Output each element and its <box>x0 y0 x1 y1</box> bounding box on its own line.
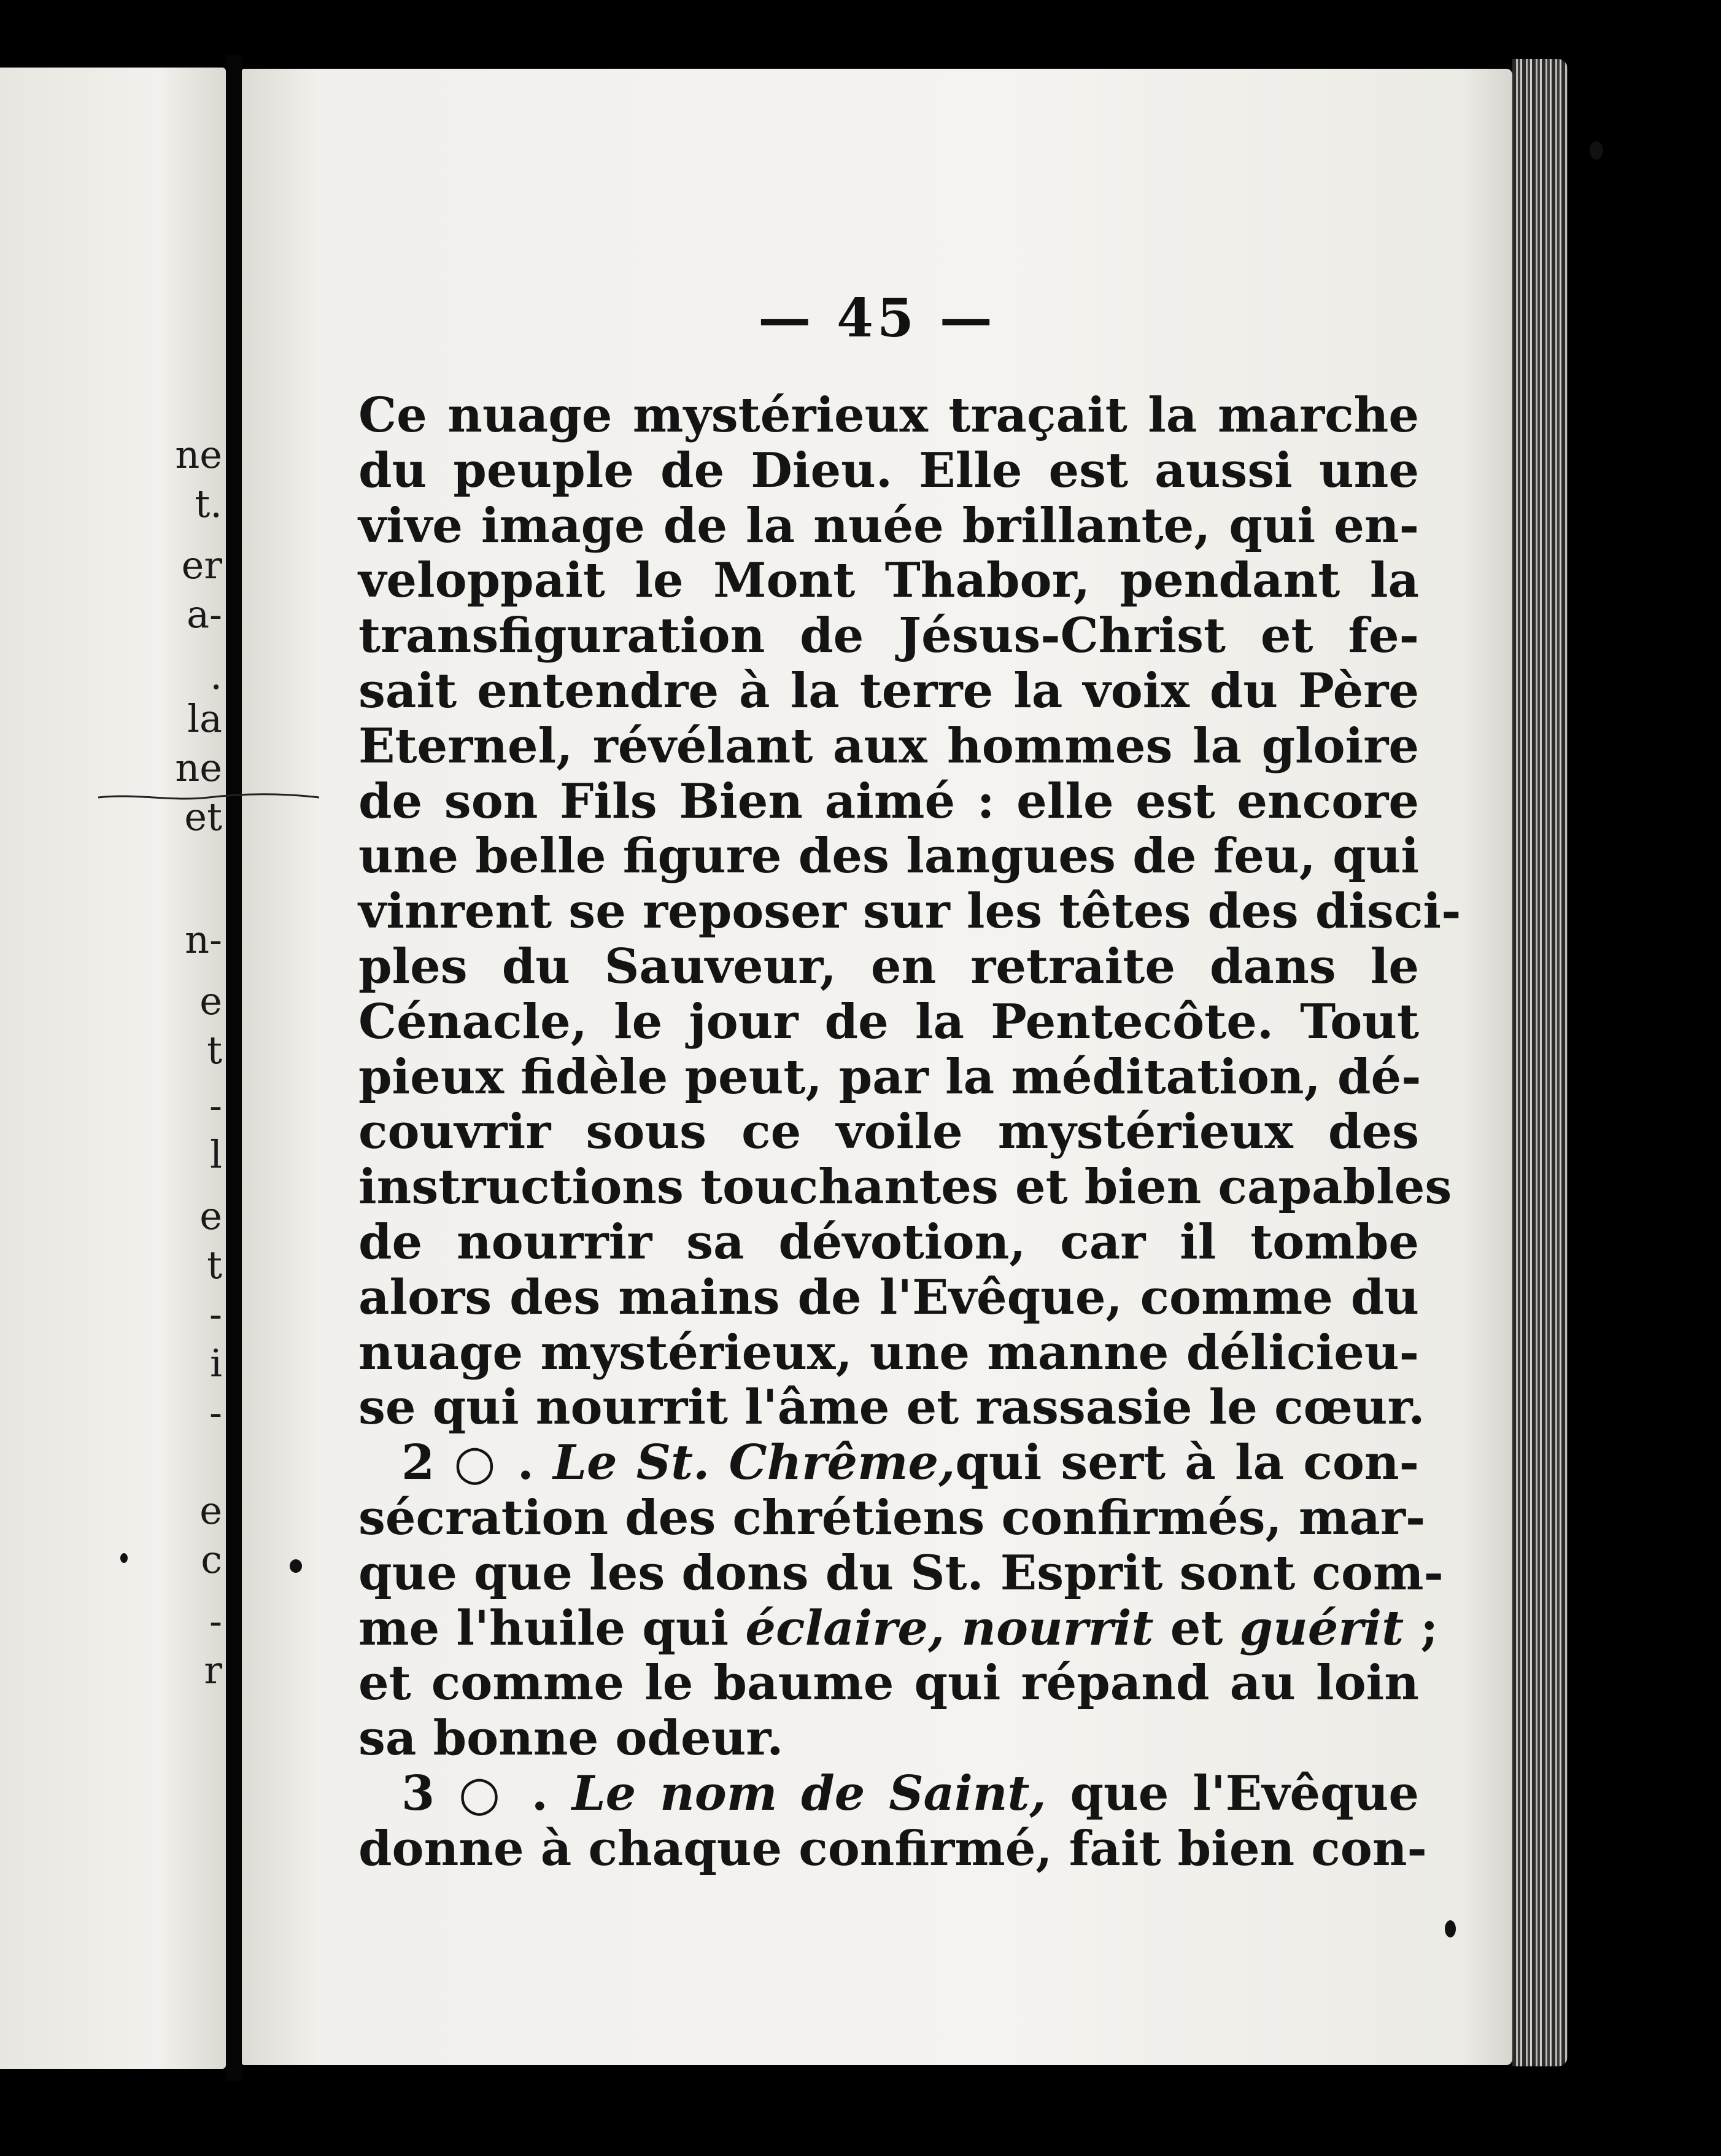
paragraph-1-line: Cénacle, le jour de la Pentecôte. Tout <box>358 993 1419 1050</box>
previous-page-fragment: ne <box>175 432 222 477</box>
paragraph-1-line: pieux fidèle peut, par la méditation, dé- <box>358 1049 1421 1105</box>
paragraph-2 <box>358 1435 1444 1767</box>
paragraph-1-line: vive image de la nuée brillante, qui en- <box>358 497 1419 554</box>
scan-speck <box>120 1553 128 1563</box>
italic-word: éclaire, <box>745 1600 945 1656</box>
previous-page-fragment: - <box>209 1292 222 1336</box>
previous-page-text-fragments <box>0 68 226 2069</box>
previous-page-fragment: t <box>207 1243 222 1287</box>
scan-speck <box>1590 141 1603 160</box>
paragraph-2-first-line <box>358 1435 1419 1491</box>
page-body-text <box>358 387 1461 1877</box>
previous-page <box>0 68 226 2069</box>
paragraph-1-line: Ce nuage mystérieux traçait la marche <box>358 387 1419 443</box>
previous-page-fragment: t <box>207 1028 222 1072</box>
paragraph-1-line: instructions touchantes et bien capables <box>358 1159 1452 1216</box>
previous-page-fragment: er <box>181 543 222 587</box>
previous-page-fragment: i <box>210 1341 222 1386</box>
paragraph-2-line: sécration des chrétiens confirmés, mar- <box>358 1489 1426 1546</box>
scan-speck <box>290 1559 302 1573</box>
paragraph-1-line: du peuple de Dieu. Elle est aussi une <box>358 442 1419 498</box>
paragraph-1-line: une belle figure des langues de feu, qui <box>358 828 1419 885</box>
paragraph-3-first-line <box>358 1766 1419 1821</box>
previous-page-fragment: c <box>201 1537 222 1582</box>
book-page <box>242 69 1512 2065</box>
paragraph-2-line: sa bonne odeur. <box>358 1710 784 1767</box>
paragraph-1-line: vinrent se reposer sur les têtes des disci- <box>358 883 1461 940</box>
previous-page-fragment: - <box>209 1083 222 1128</box>
previous-page-fragment: l <box>210 1132 222 1177</box>
previous-page-fragment: a- <box>187 592 222 637</box>
previous-page-fragment: la <box>187 696 222 741</box>
previous-page-fragment: ne <box>175 745 222 790</box>
paragraph-1-line: nuage mystérieux, une manne délicieu- <box>358 1324 1419 1381</box>
paragraph-2-italic-lead: Le St. Chrême, <box>553 1435 956 1491</box>
paragraph-1-line: couvrir sous ce voile mystérieux des <box>358 1104 1419 1160</box>
paragraph-2-line: que que les dons du St. Esprit sont com- <box>358 1545 1444 1601</box>
paragraph-1-line: Eternel, révélant aux hommes la gloire <box>358 718 1419 774</box>
text-span: me l'huile qui <box>358 1600 746 1656</box>
previous-page-fragment: n- <box>185 917 222 962</box>
paragraph-1-line: se qui nourrit l'âme et rassasie le cœur. <box>358 1379 1425 1436</box>
text-span: ; <box>1404 1600 1439 1656</box>
paragraph-2-italics-line <box>358 1600 1439 1656</box>
italic-word: nourrit <box>961 1600 1154 1656</box>
paragraph-1-line: sait entendre à la terre la voix du Père <box>358 662 1419 719</box>
paragraph-1-line: veloppait le Mont Thabor, pendant la <box>358 553 1419 609</box>
previous-page-fragment: e <box>199 1488 222 1533</box>
paragraph-1 <box>358 387 1461 1436</box>
previous-page-fragment: t. <box>195 481 222 526</box>
previous-page-fragment: e <box>199 979 222 1023</box>
paragraph-2-line: et comme le baume qui répand au loin <box>358 1655 1419 1712</box>
paragraph-3-line: donne à chaque confirmé, fait bien con- <box>358 1820 1427 1877</box>
previous-page-fragment: . <box>210 653 222 698</box>
italic-word: guérit <box>1239 1600 1404 1656</box>
book-gutter <box>226 55 243 2081</box>
paragraph-1-line: de nourrir sa dévotion, car il tombe <box>358 1214 1419 1270</box>
paragraph-1-line: alors des mains de l'Evêque, comme du <box>358 1269 1419 1325</box>
paragraph-1-line: de son Fils Bien aimé : elle est encore <box>358 773 1419 829</box>
paragraph-3-italic-lead: Le nom de Saint, <box>571 1765 1046 1821</box>
paragraph-2-number: 2 ○ . <box>401 1435 534 1491</box>
scan-speck <box>1445 1920 1456 1937</box>
text-span: et <box>1153 1600 1240 1656</box>
previous-page-fragment: - <box>209 1390 222 1435</box>
paragraph-1-line: transfiguration de Jésus-Christ et fe- <box>358 608 1419 664</box>
previous-page-fragment: e <box>199 1193 222 1238</box>
paragraph-3-number: 3 ○ . <box>401 1765 548 1821</box>
paragraph-1-line: ples du Sauveur, en retraite dans le <box>358 938 1419 995</box>
paragraph-2-first-rest: qui sert à la con- <box>955 1435 1419 1491</box>
previous-page-fragment: et <box>184 794 222 839</box>
page-edges <box>1512 59 1568 2066</box>
binding-thread <box>98 792 319 803</box>
text-span <box>945 1600 961 1656</box>
previous-page-fragment: - <box>209 1599 222 1643</box>
previous-page-fragment: r <box>204 1648 222 1693</box>
page-number: — 45 — <box>758 287 996 349</box>
paragraph-3-first-rest: que l'Evêque <box>1046 1765 1419 1821</box>
paragraph-3 <box>358 1765 1427 1877</box>
